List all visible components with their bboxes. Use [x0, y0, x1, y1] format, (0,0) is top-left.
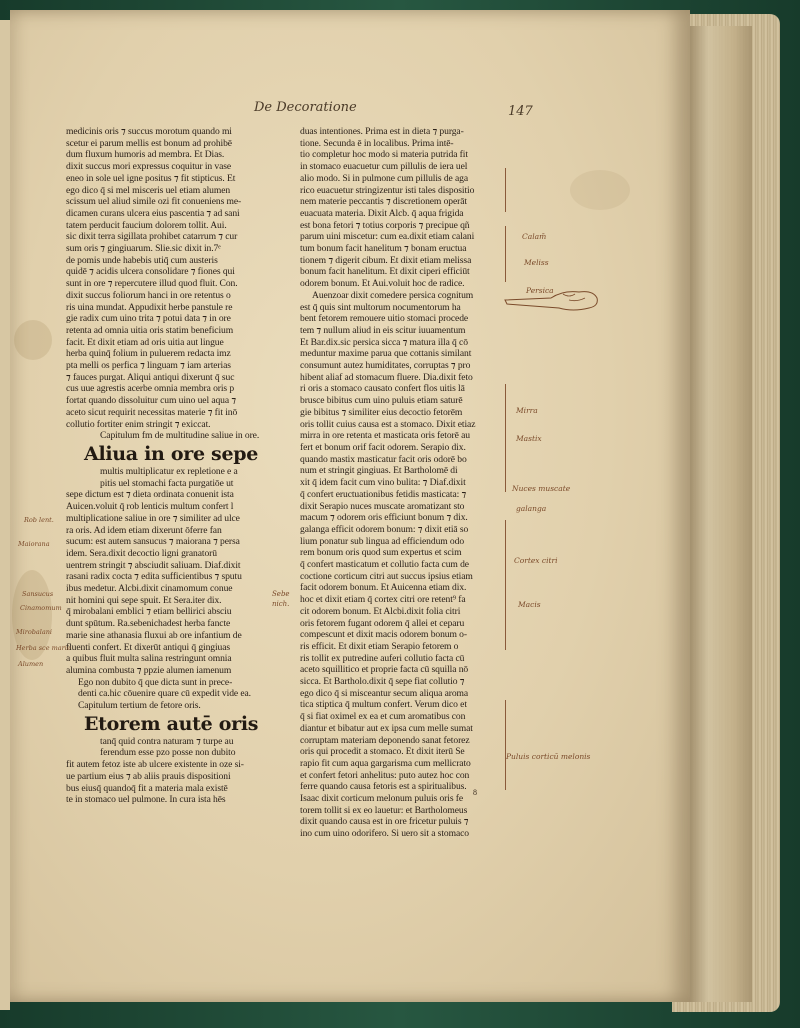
- text-line: scetur ei parum mellis est bonum ad prohibē: [66, 137, 232, 149]
- text-line: hibent aliaf ad stomacum fluere. Dia.dixit feto: [300, 371, 473, 383]
- text-line: odorem bonum. Et Aui.voluit hoc de radice.: [300, 278, 465, 290]
- text-line: eneo in sole uel igne positus ⁊ fit stipticus. Et: [66, 172, 236, 184]
- text-line: retenta ad omnia uitia oris statim beneficium: [66, 324, 234, 336]
- text-line: galanga efficit odorem bonum: ⁊ dixit etiā so: [300, 523, 469, 535]
- text-line: sucum: est autem sansucus ⁊ maiorana ⁊ persa: [66, 536, 240, 548]
- text-line: ue partium eius ⁊ ab aliis prauis dispositioni: [66, 770, 231, 782]
- text-line: macum ⁊ odorem oris efficiunt bonum ⁊ dix.: [300, 512, 468, 524]
- marginal-note: Maiorana: [18, 540, 50, 548]
- text-line: ego dico q̄ si misceantur secum aliqua aroma: [300, 687, 469, 699]
- text-line: aceto sicut requirit necessitas materie ⁊ fit inō: [66, 406, 238, 418]
- folio-number: 147: [508, 104, 533, 119]
- text-line: ris uina mundat. Appudixit herbe panstule re: [66, 301, 233, 313]
- marginal-note: Mastix: [516, 434, 542, 443]
- page-edge-shading: [690, 26, 752, 1002]
- text-line: sic dixit terra sigillata prohibet catarrum ⁊ cur: [66, 231, 238, 243]
- text-line: ris efficit. Et dixit etiam Serapio fetorem o: [300, 640, 459, 652]
- text-line: dicamen curans ulcera eius pascentia ⁊ ad sani: [66, 207, 240, 219]
- marginal-note: Macis: [518, 600, 541, 609]
- marginal-note: Cortex citri: [514, 556, 558, 565]
- margin-bracket: [500, 384, 506, 492]
- text-line: duas intentiones. Prima est in dieta ⁊ purga-: [300, 126, 464, 137]
- text-line: compescunt et dixit macis odorem bonum o-: [300, 629, 467, 641]
- text-line: in stomaco euacuetur cum pillulis de iera uel: [300, 161, 468, 173]
- text-line: denti ca.hic cōuenire quare cū expedit vide ea.: [78, 688, 251, 700]
- text-line: num et stringit gingiuas. Et Bartholomē di: [300, 465, 458, 477]
- text-line: alumina combusta ⁊ ppzie alumen iamenum: [66, 664, 232, 676]
- text-line: Isaac dixit corticum melonum puluis oris fe: [300, 793, 464, 805]
- text-line: brusce bibitus cum uino puluis etiam saturē: [300, 395, 463, 407]
- text-line: herba quinq̄ folium in puluerem redacta imz: [66, 348, 231, 360]
- text-line: sunt in ore ⁊ repercutere illud quod fluit. Con.: [66, 278, 238, 290]
- text-line: ris tollit ex putredine auferi collutio facta cū: [300, 652, 465, 664]
- margin-bracket: [500, 700, 506, 790]
- text-line: coctione corticum citri aut succus ipsius etiam: [300, 570, 473, 582]
- text-line: rico euacuetur stringizentur isti tales dispositio: [300, 184, 475, 196]
- text-line: fert et bonum orif facit odorem. Serapio dix.: [300, 441, 466, 453]
- marginal-note: Rob lent.: [24, 516, 54, 524]
- marginal-note: Mirobalani: [16, 628, 53, 636]
- text-line: nit homini qui sepe spuit. Et Sera.iter dix.: [66, 594, 222, 606]
- text-line: scissum uel aliud simile ozi fit conueniens me-: [66, 196, 242, 208]
- text-line: Auicen.voluit q̄ rob lenticis multum confert l: [66, 501, 234, 513]
- text-line: tione. Secunda ē in localibus. Prima intē-: [300, 137, 454, 149]
- text-line: ferendum esse pzo posse non dubito: [100, 747, 236, 759]
- marginal-note: Cinamomum: [20, 604, 62, 612]
- facing-page-edge: [0, 20, 10, 1010]
- text-line: bus eiusq̄ quandoq̄ fit a materia mala existē: [66, 782, 228, 794]
- running-head-title: De Decoratione: [254, 100, 357, 115]
- text-line: diantur et bibatur aut ex ipsa cum melle sumat: [300, 722, 473, 734]
- incipit-text: Aliua in ore sepe: [84, 442, 259, 465]
- text-line: ino cum uino odorifero. Si uero sit a stomaco: [300, 828, 469, 840]
- text-line: de pomis unde habebis utiq̄ cum austeris: [66, 254, 218, 266]
- stain: [570, 170, 630, 210]
- text-line: ferre quando causa fetoris est a spiritualibus.: [300, 781, 467, 793]
- stain: [14, 320, 52, 360]
- text-column-left: [66, 126, 272, 806]
- text-line: tem ⁊ nullum aliud in eis scitur iuuamentum: [300, 324, 466, 336]
- text-line: sepe dictum est ⁊ dieta ordinata conuenit ista: [66, 489, 234, 501]
- marginal-note: Mirra: [516, 406, 538, 415]
- chapter-incipit: [66, 712, 272, 736]
- margin-bracket: [500, 226, 506, 282]
- text-line: fit autem fetoz iste ab ulcere existente in oze si-: [66, 759, 244, 771]
- text-line: q̄ confert eructuationibus fetidis masticata: ⁊: [300, 488, 467, 500]
- marginal-note: galanga: [516, 504, 547, 513]
- text-line: facit. Et dixit etiam ad oris uitia aut lingue: [66, 336, 224, 348]
- marginal-note: Meliss: [524, 258, 549, 267]
- marginal-note: Puluis corticū melonis: [506, 752, 591, 761]
- text-line: quando mastix masticatur facit oris odorē bo: [300, 453, 467, 465]
- text-line: medicinis oris ⁊ succus morotum quando mi: [66, 126, 232, 137]
- text-line: oris tollit cuius causa est a stomaco. Dixit etiaz: [300, 418, 476, 430]
- text-line: ego dico q̄ si mel misceris uel etiam alumen: [66, 184, 231, 196]
- text-line: facit odorem bonum. Et Auicenna etiam dix.: [300, 582, 467, 594]
- marginal-note: Alumen: [18, 660, 44, 668]
- marginal-note: nich.: [272, 600, 290, 608]
- margin-bracket: [500, 520, 506, 650]
- marginal-note: Sansucus: [22, 590, 54, 598]
- text-line: sum oris ⁊ gingiuarum. Slie.sic dixit in.7ᵉ: [66, 243, 221, 255]
- text-line: pta melli os perfica ⁊ linguam ⁊ iam arterias: [66, 360, 231, 372]
- text-line: ri oris a stomaco causato confert flos uitis lā: [300, 383, 465, 395]
- text-line: a quibus fluit multa salina restringunt omnia: [66, 653, 232, 665]
- text-line: mirra in ore retenta et masticata oris fetorē au: [300, 430, 470, 442]
- text-line: ⁊ fauces purgat. Aliqui antiqui dixerunt q̄ suc: [66, 371, 235, 383]
- text-line: dixit succus foliorum hanci in ore retentus o: [66, 289, 231, 301]
- marginal-note: Persica: [526, 286, 554, 295]
- margin-bracket: [500, 168, 506, 212]
- signature-mark: 8: [473, 788, 477, 797]
- text-line: tio completur hoc modo si materia putrida fit: [300, 149, 468, 161]
- text-line: dixit succus mori expressus coquitur in vase: [66, 161, 232, 173]
- marginal-note: Sebe: [272, 590, 290, 598]
- text-line: aceto squillitico et proprie facta cū squilla nō: [300, 664, 469, 676]
- chapter-incipit: [66, 442, 272, 466]
- text-line: cit odorem bonum. Et Alcbi.dixit folia citri: [300, 605, 461, 617]
- incipit-text: Etorem autē oris: [84, 712, 259, 735]
- text-line: dunt spūtum. Ra.sebenichadest herba fancte: [66, 618, 231, 630]
- text-column-right: [300, 126, 506, 840]
- text-line: parum uini miscetur: cum ea.dixit etiam calani: [300, 231, 475, 243]
- text-line: corruptam materiam deponendo sanat fetorez: [300, 734, 470, 746]
- text-line: tica stiptica q̄ multum confert. Verum dico et: [300, 699, 467, 711]
- text-line: bent fetorem remouere uitio stomaci procede: [300, 313, 469, 325]
- text-line: cus uue agrestis acerbe omnia membra oris p: [66, 383, 235, 395]
- text-line: rem bonum oris quod sum expertus et scim: [300, 547, 462, 559]
- marginal-note: Calam̄: [522, 232, 547, 241]
- text-line: xit q̄ idem facit cum vino bulita: ⁊ Diaf.dixit: [300, 477, 466, 489]
- text-line: consumunt autez humiditates, corruptas ⁊ pro: [300, 360, 471, 372]
- text-line: dixit Serapio nuces muscate aromatizant sto: [300, 500, 465, 512]
- text-line: dixit quando causa est in ore fricetur puluis ⁊: [300, 816, 469, 828]
- text-line: alio modo. Si in pulmone cum pillulis de aga: [300, 172, 469, 184]
- text-line: oris fetorem fugant odorem q̄ allei et ceparu: [300, 617, 465, 629]
- text-line: dum fluxum humoris ad membra. Et Dias.: [66, 149, 225, 161]
- text-line: rapio fit cum aqua gargarisma cum mellicrato: [300, 757, 471, 769]
- text-line: tum bonum facit hanelitum ⁊ bonam eructua: [300, 243, 467, 255]
- text-line: rasani radix cocta ⁊ edita sufficientibus ⁊ sputu: [66, 571, 242, 583]
- marginal-note: Herba sce marie: [16, 644, 71, 652]
- text-line: gie radix cum uino trita ⁊ potui data ⁊ in ore: [66, 313, 231, 325]
- text-line: hoc et dixit etiam q̄ cortex citri ore retent⁹ fa: [300, 594, 466, 606]
- text-line: tionem ⁊ digerit cibum. Et dixit etiam melissa: [300, 254, 472, 266]
- text-line: marie sine athanasia fluxui ab ore infantium de: [66, 629, 242, 641]
- text-line: bonum facit hanelitum. Et dixit ciperi efficiūt: [300, 266, 470, 278]
- text-line: Ego non dubito q̄ que dicta sunt in prece-: [78, 676, 233, 688]
- text-line: est q̄ quis sint multorum nocumentorum ha: [300, 301, 461, 313]
- text-line: tanq̄ quid contra naturam ⁊ turpe au: [100, 735, 234, 747]
- text-line: et confert fetori anhelitus: puto autez hoc con: [300, 769, 470, 781]
- text-line: q̄ mirobalani emblici ⁊ etiam bellirici absciu: [66, 606, 232, 618]
- text-line: sicca. Et Bartholo.dixit q̄ sepe fiat collutio ⁊: [300, 676, 465, 688]
- text-line: multis multiplicatur ex repletione e a: [100, 465, 238, 477]
- text-line: Et Bar.dix.sic persica sicca ⁊ matura illa q̄ cō: [300, 336, 468, 348]
- text-line: ibus medetur. Alcbi.dixit cinamomum conue: [66, 583, 233, 595]
- text-line: torem tollit si ex eo lauetur: et Bartholomeus: [300, 804, 468, 816]
- text-line: euacuata materia. Dixit Alcb. q̄ aqua frigida: [300, 207, 464, 219]
- text-line: uentrem stringit ⁊ absciudit saliuam. Diaf.dixit: [66, 559, 241, 571]
- text-line: fluenti confert. Et dixerūt antiqui q̄ gingiuas: [66, 641, 231, 653]
- text-line: fortat quando dissoluitur cum uino uel aqua ⁊: [66, 395, 236, 407]
- text-line: q̄ confert masticatum et collutio facta cum de: [300, 559, 469, 571]
- text-line: lium ponatur sub lingua ad efficiendum odo: [300, 535, 465, 547]
- text-line: te in stomaco uel pulmone. In cura ista hēs: [66, 794, 226, 806]
- text-line: oris qui procedit a stomaco. Et dixit iterū Se: [300, 746, 465, 758]
- text-line: est bona fetori ⁊ totius corporis ⁊ precipue qñ: [300, 219, 470, 231]
- text-line: nem materie peccantis ⁊ discretionem operāt: [300, 196, 467, 208]
- text-line: idem. Sera.dixit decoctio ligni granatorū: [66, 547, 217, 559]
- text-line: gie bibitus ⁊ similiter eius decoctio fetorēm: [300, 406, 463, 418]
- text-line: tatem perducit faucium dolorem tollit. Aui.: [66, 219, 227, 231]
- text-line: Auenzoar dixit comedere persica cognitum: [312, 289, 474, 301]
- text-line: collutio fortiter enim stringit ⁊ exiccat.: [66, 418, 211, 430]
- text-line: q̄ si fiat oximel ex ea et cum aromatibus con: [300, 711, 466, 723]
- marginal-note: Nuces muscate: [512, 484, 571, 493]
- text-line: pitis uel stomachi facta purgatiōe ut: [100, 477, 234, 489]
- text-line: Capitulum fm de multitudine saliue in ore.: [100, 430, 260, 442]
- text-line: meduntur maxime parua que cottanis similant: [300, 348, 472, 360]
- text-line: ra oris. Ad idem etiam dixerunt ōferre fan: [66, 524, 222, 536]
- text-line: quidē ⁊ acidis ulcera consolidare ⁊ fiones qui: [66, 266, 235, 278]
- text-line: multiplicatione saliue in ore ⁊ similiter ad ulce: [66, 512, 240, 524]
- text-line: Capitulum tertium de fetore oris.: [78, 700, 201, 712]
